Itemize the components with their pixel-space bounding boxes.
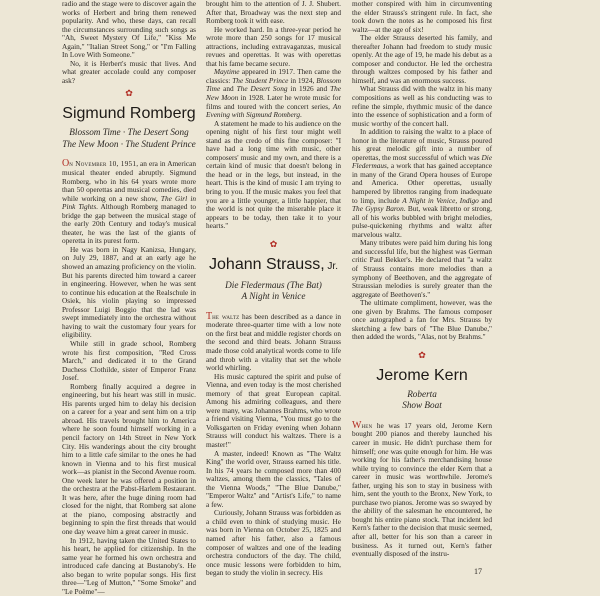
text-run: was quite enough for him. He was working for his father's merchandising house while trying to convince the elder Kern that a career in music was worthwhile. Jerome's father, urging his son to stay in business with him, sent the youth to the Bronx, New York, to purchase two pianos. Jerome was so swayed by the ability of the salesman he encountered, he bought his entire piano stock. That incident led Kern's father to the decision that music seemed, after all, better for his son than a career in business. As it turned out, Kern's father eventually disposed of the instru- (352, 446, 492, 559)
section-subtitle (352, 389, 492, 412)
subtitle-line: Blossom Time · The Desert Song (69, 127, 189, 138)
section-subtitle (206, 280, 341, 303)
text-run: , a work that has gained acceptance in many of the Grand Opera houses of Europe and America. Other operettas, usually hampered by librettos ranging from inadequate to limp, include (352, 161, 492, 205)
text-run: . Although Romberg managed to bridge the gap between the musical stage of the early 20th Century and today's musical theater, he was the last of the giants of operetta in its purest form. (62, 202, 196, 246)
subtitle-line: The New Moon · The Student Prince (62, 138, 196, 149)
subtitle-line: Roberta (407, 388, 437, 399)
text-run: Maytime (214, 67, 240, 77)
text-run: In addition to raising the waltz to a place of honor in the literature of music, Strauss poured his great melodic gift into a number of operettas, the most successful of which was (352, 127, 492, 162)
heading-text: Johann Strauss, (209, 255, 325, 273)
paragraph: While still in grade school, Romberg wrote his first composition, "Red Cross March," and dedicated it to the Grand Duchess Clothilde, sister of Emperor Franz Josef. (62, 338, 196, 383)
paragraph: The elder Strauss deserted his family, and thereafter Johann had freedom to study music openly. At the age of 19, he made his debut as a composer and conductor. He led the orchestra through waltzes composed by his father and himself, and was an enormous success. (352, 33, 492, 85)
subtitle-line: A Night in Venice (241, 291, 306, 302)
text-run: one (378, 446, 389, 456)
text-run: . But, weak libretto or strong, all of his works bubbled with bright melodies, pulse-quickening rhythms and waltz after marvelous waltz. (352, 204, 492, 239)
section-heading-kern: Jerome Kern (376, 366, 468, 384)
paragraph: mother conspired with him in circumventing the elder Strauss's stringent rule. In fact, she took down the notes as he composed his first waltz—at the age of six! (352, 0, 492, 34)
lead-in: n November 10, 1951 (69, 159, 137, 169)
heading-suffix: Jr. (324, 260, 338, 272)
lead-in: he waltz (212, 311, 240, 321)
drop-cap: T (206, 310, 213, 322)
paragraph: radio and the stage were to discover again the works of Herbert and bring them renewed popularity. And who, these days, can recall the circumstances surrounding such songs as "Ah, Sweet Mystery Of Life," "Kiss Me Again," "Italian Street Song," or "I'm Falling In Love With Someone." (62, 0, 196, 60)
paragraph (352, 419, 492, 559)
text-run: , an era in American musical theater ended abruptly. Sigmund Romberg, who in his 64 years wrote more than 50 operettas and musical comedies, died while working on a new show, (62, 159, 196, 203)
text-run: and (478, 195, 492, 205)
text-run: in 1924, (288, 75, 317, 85)
column-1 (62, 0, 196, 596)
text-run: The Gypsy Baron (352, 204, 404, 214)
text-run: he was 17 years old, Jerome Kern bought 200 pianos and thereby launched his career in music. He didn't purchase them for himself; (352, 420, 492, 456)
paragraph: Many tributes were paid him during his long and successful life, but the highest was German critic Paul Bekker's. He declared that "a waltz of Strauss contains more melodies than a symphony of Beethoven, and the aggregate of Straussian melodies is surely greater than the aggregate of Beethoven's." (352, 238, 492, 299)
paragraph: Romberg finally acquired a degree in engineering, but his heart was still in music. His parents urged him to delay his decision on a career for a year and sent him on a trip abroad. His travels brought him to America where he soon found himself working in a pencil factory on 14th Street in New York City. His wanderings about the city brought him to a little cafe similar to the ones he had known in Vienna and to his first musical work—as pianist in the Second Avenue room. One week later he was offered a position in the orchestra at the Pabst-Harlem Restaurant. It was here, after the huge dining room had closed for the night, that Romberg sat alone at the piano, composing abstractly and beginning to spin the first threads that would one day weave him a great career in music. (62, 381, 196, 536)
paragraph: His music captured the spirit and pulse of Vienna, and even today is the most cherished memory of that great European capital. Among his admiring colleagues, and there were many, was Johannes Brahms, who wrote a friend visiting Vienna, "You must go to the Volksgarten on Friday evening when Johann Strauss will conduct his waltzes. There is a master!" (206, 371, 341, 449)
text-run: has been described as a dance in moderate three-quarter time with a low note on the first beat and middle register chords on the second and third beats. Johann Strauss made those cold analytical words come to life and throb with a vitality that set the whole world whirling. (206, 311, 341, 373)
paragraph (206, 310, 341, 373)
subtitle-line: Show Boat (402, 400, 442, 411)
ornament-icon: ✿ (125, 88, 133, 99)
text-run: A Night in Venice, Indigo (402, 195, 479, 205)
paragraph: The ultimate compliment, however, was the one given by Brahms. The famous composer once autographed a fan for Mrs. Strauss by sketching a few bars of "The Blue Danube," then added the words, "Alas, not by Brahms." (352, 298, 492, 342)
ornament-icon: ✿ (418, 349, 426, 360)
text-run: Die Fledermaus (352, 152, 492, 171)
text-run: An Evening with Sigmund Romberg (206, 101, 341, 120)
paragraph: What Strauss did with the waltz in his many compositions as well as his conducting was to refine the simple, rhythmic music of the dance into the essence of sophistication and a form of music worthy of the concert hall. (352, 84, 492, 128)
column-3 (352, 0, 492, 580)
paragraph: In 1912, having taken the United States to his heart, he applied for citizenship. In the same year he formed his own orchestra and introduced cafe dancing at Bustanoby's. He also began to write popular songs. His first three—"Leg of Mutton," "Some Smoke" and "Le Poème"— (62, 535, 196, 596)
text-run: and (220, 84, 237, 94)
page-number: 17 (474, 567, 482, 576)
lead-in: hen (361, 420, 373, 430)
section-subtitle (62, 127, 196, 150)
subtitle-line: Die Fledermaus (The Bat) (225, 279, 322, 290)
paragraph: brought him to the attention of J. J. Shubert. After that, Broadway was the next step and Romberg took it with ease. (206, 0, 341, 26)
paragraph: A master, indeed! Known as "The Waltz King" the world over, Strauss earned his title. In his 74 years he composed more than 400 waltzes, among them the classics, "Tales of the Vienna Woods," "The Blue Danube," "Emperor Waltz" and "Artist's Life," to name a few. (206, 448, 341, 509)
section-heading-strauss (206, 255, 341, 276)
text-run: Blossom Time (206, 75, 341, 94)
paragraph (62, 160, 196, 245)
text-run: appeared in 1917. Then came the classics: (206, 67, 341, 85)
text-run: The Student Prince (232, 75, 289, 85)
drop-cap: O (62, 158, 70, 170)
paragraph: He worked hard. In a three-year period he wrote more than 250 songs for 17 musical attractions, including extravaganzas, musical revues and operettas. It was with operettas that his fame became secure. (206, 24, 341, 68)
paragraph (352, 128, 492, 239)
text-run: in 1928. Later he wrote music for films and toured with the concert series, (206, 93, 341, 111)
paragraph: Curiously, Johann Strauss was forbidden as a child even to think of studying music. He was born in Vienna on October 25, 1825 and named after his father, also a famous composer of waltzes and one of the leading orchestra conductors of the day. The child, once music lessons were forbidden to him, began to study the violin in secrecy. His (206, 508, 341, 578)
paragraph (206, 68, 341, 119)
drop-cap: W (352, 419, 362, 431)
ornament-icon: ✿ (269, 238, 278, 249)
text-run: The Girl in Pink Tights (62, 193, 196, 212)
paragraph: No, it is Herbert's music that lives. And what greater accolade could any composer ask? (62, 58, 196, 85)
paragraph: He was born in Nagy Kanizsa, Hungary, on July 29, 1887, and at an early age he showed an amazing proficiency on the violin. But his parents directed him toward a career in engineering. However, when he was sent to continue his education at the Realschule in Osiek, his violin playing so impressed Professor Luigi Boggio that the lad was swept immediately into the orchestra without having to wait the customary four years for eligibility. (62, 244, 196, 340)
text-run: The Desert Song (236, 84, 288, 94)
text-run: in 1926 and (287, 84, 331, 94)
column-2 (206, 0, 341, 580)
paragraph: A statement he made to his audience on the opening night of his first tour might well stand as the credo of this fine composer: "I have had a long time with music, other composers' music and my own, and there is a certain kind of music that doesn't belong in the head or in the legs, but instead, in the heart. This is the kind of music I am trying to bring to you. If the music makes you feel that you are a little younger, a little happier, that the world is not quite the miserable place it appears to be today, then take it to your hearts." (206, 118, 341, 231)
text-run: . (299, 110, 302, 120)
text-run: The New Moon (206, 84, 342, 103)
section-heading-romberg: Sigmund Romberg (62, 105, 196, 123)
